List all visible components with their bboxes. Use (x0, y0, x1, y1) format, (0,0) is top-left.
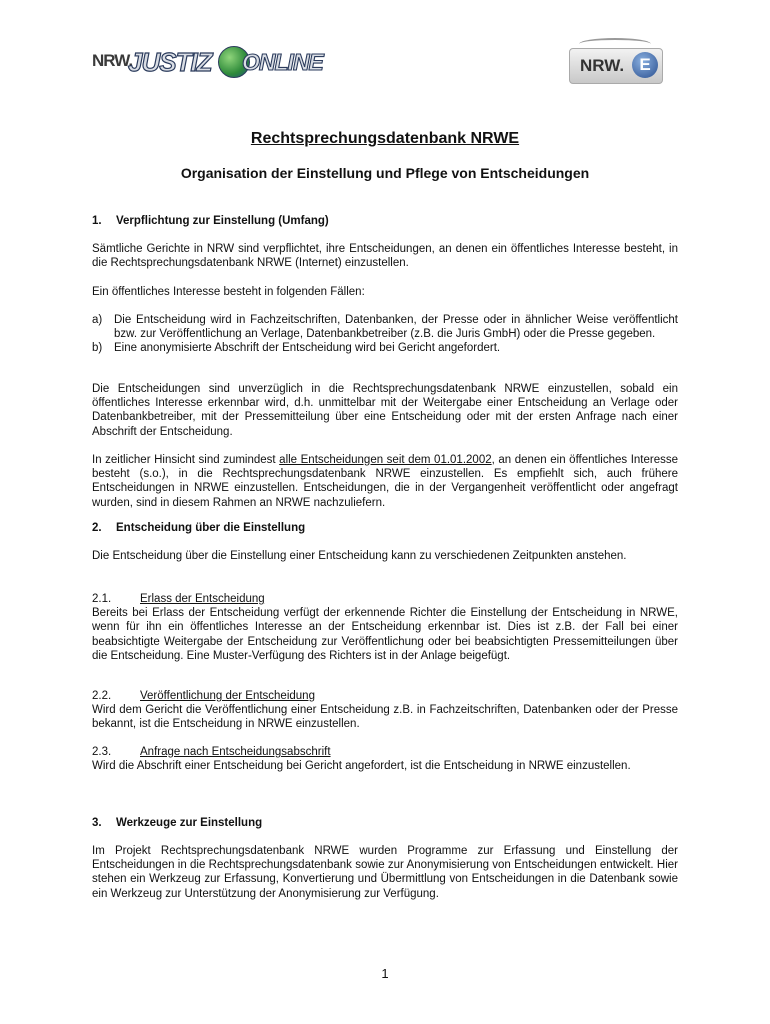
subsection-2-3 (92, 745, 678, 773)
paragraph: Wird dem Gericht die Veröffentlichung einer Entscheidung z.B. in Fachzeitschriften, Datenbanken oder der Presse bekannt, ist die Entscheidung in NRWE einzustellen. (92, 704, 678, 731)
logo-nrw-text: NRW. (92, 51, 133, 70)
subsection-heading (92, 745, 678, 759)
subsection-heading (92, 592, 678, 606)
subsection-2-2 (92, 689, 678, 732)
section-title: Verpflichtung zur Einstellung (Umfang) (116, 215, 329, 227)
section-1-heading (92, 214, 678, 228)
logo-justiz-text: JUSTIZ (128, 47, 212, 77)
logo-online-text: ONLINE (242, 49, 323, 75)
paragraph: Bereits bei Erlass der Entscheidung verfügt der erkennende Richter die Einstellung der Entscheidung in NRWE, wenn für ihn ein öffentliches Interesse an der Entscheidung erkennbar ist. Dies ist z.B. der Fall bei einer beabsichtigte Weitergabe der Entscheidung zur Veröffentlichung oder bei beabsichtigten Pressemitteilungen über die Entscheidung. Eine Muster-Verfügung des Richters ist in der Anlage beigefügt. (92, 607, 678, 662)
subsection-title: Anfrage nach Entscheidungsabschrift (140, 746, 331, 758)
nrwe-logo-text: NRW. (580, 56, 625, 75)
list-label: b) (92, 342, 103, 355)
underlined-text: alle Entscheidungen seit dem 01.01.2002 (279, 454, 492, 466)
subsection-number: 2.2. (92, 690, 112, 702)
subsection-number: 2.3. (92, 746, 112, 758)
list-item (92, 313, 678, 341)
subsection-title: Veröffentlichung der Entscheidung (140, 690, 315, 702)
list-label: a) (92, 314, 103, 326)
paragraph: Wird die Abschrift einer Entscheidung bei Gericht angefordert, ist die Entscheidung in NRWE einzustellen. (92, 760, 631, 773)
paragraph: Die Entscheidung über die Einstellung einer Entscheidung kann zu verschiedenen Zeitpunkten anstehen. (92, 550, 627, 562)
section-title: Werkzeuge zur Einstellung (116, 817, 263, 829)
subsection-2-1 (92, 592, 678, 663)
section-number: 2. (92, 522, 102, 534)
paragraph-text: , an denen ein öffentliches Interesse besteht (s.o.), in die Rechtsprechungsdatenbank NRWE einzustellen. Es empfiehlt sich, auch frühere Entscheidungen in NRWE einzustellen. Entscheidungen, die in der Vergangenheit veröffentlicht oder angefragt wurden, sind in diesem Rahmen an NRWE nachzuliefern. (92, 454, 678, 509)
nrwe-badge (569, 48, 663, 84)
list-text: Die Entscheidung wird in Fachzeitschriften, Datenbanken, der Presse oder in ähnlicher Weise veröffentlicht bzw. zur Veröffentlichung an Verlage, Datenbankbetreiber (z.B. die Juris GmbH) oder die Presse gegeben. (114, 314, 678, 341)
justiz-online-logo (92, 43, 352, 85)
paragraph: Im Projekt Rechtsprechungsdatenbank NRWE wurden Programme zur Erfassung und Einstellung der Entscheidungen in die Rechtsprechungsdatenbank sowie zur Anonymisierung von Entscheidungen entwickelt. Hier stehen ein Werkzeug zur Erfassung, Konvertierung und Übermittlung von Entscheidungen in die Datenbank sowie ein Werkzeug zur Unterstützung der Anonymisierung zur Verfügung. (92, 845, 678, 900)
document-title: Rechtsprechungsdatenbank NRWE (250, 130, 520, 147)
paragraph: Ein öffentliches Interesse besteht in folgenden Fällen: (92, 286, 365, 298)
paragraph-text: In zeitlicher Hinsicht sind zumindest (92, 454, 280, 466)
subsection-number: 2.1. (92, 593, 112, 605)
paragraph: Die Entscheidungen sind unverzüglich in die Rechtsprechungsdatenbank NRWE einzustellen, sobald ein öffentliches Interesse erkennbar wird, d.h. unmittelbar mit der Weitergabe einer Entscheidung an Verlage oder Datenbankbetreiber, mit der Pressemitteilung über eine Entscheidung oder mit der ersten Anfrage nach einer Abschrift der Entscheidung. (92, 383, 678, 438)
list-item (92, 341, 678, 355)
paragraph (92, 453, 678, 510)
section-title: Entscheidung über die Einstellung (116, 522, 306, 534)
section-3-heading (92, 816, 678, 830)
subsection-title: Erlass der Entscheidung (140, 593, 265, 605)
list (92, 313, 678, 356)
document-subtitle: Organisation der Einstellung und Pflege von Entscheidungen (180, 165, 590, 181)
page-number: 1 (381, 966, 389, 981)
nrwe-e-icon: E (632, 52, 658, 78)
section-number: 1. (92, 215, 102, 227)
subsection-heading (92, 689, 678, 703)
list-text: Eine anonymisierte Abschrift der Entscheidung wird bei Gericht angefordert. (114, 342, 501, 355)
section-2-heading (92, 521, 678, 535)
nrwe-logo (565, 38, 665, 86)
section-number: 3. (92, 817, 102, 829)
paragraph: Sämtliche Gerichte in NRW sind verpflichtet, ihre Entscheidungen, an denen ein öffentliches Interesse besteht, in die Rechtsprechungsdatenbank NRWE (Internet) einzustellen. (92, 243, 678, 270)
